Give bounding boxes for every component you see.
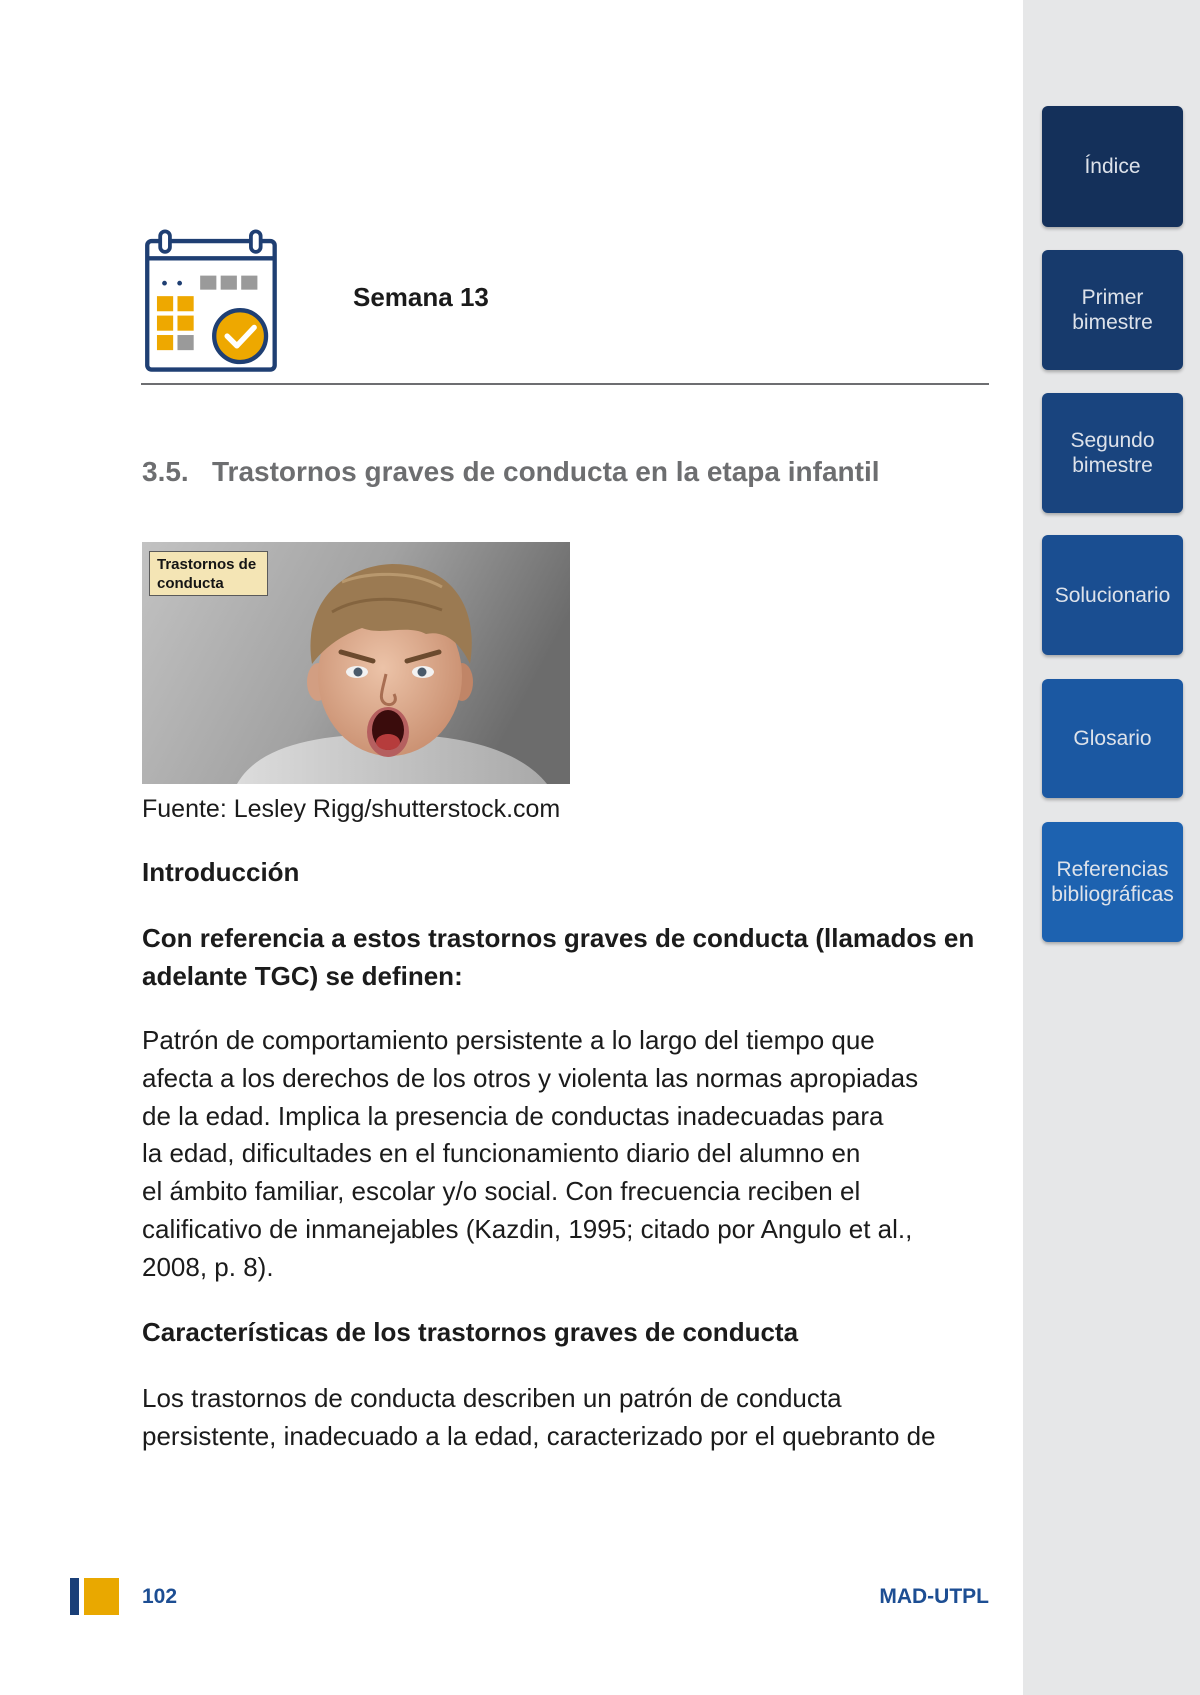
intro-heading: Introducción bbox=[142, 857, 300, 887]
definition-intro bbox=[142, 920, 1002, 996]
nav-button-label: Glosario bbox=[1073, 727, 1152, 750]
text-line: adelante TGC) se definen: bbox=[142, 960, 463, 991]
text-line: persistente, inadecuado a la edad, caracterizado por el quebranto de bbox=[142, 1420, 936, 1451]
photo-overlay-label: Trastornos de conducta bbox=[149, 551, 268, 596]
page-number: 102 bbox=[142, 1585, 178, 1608]
nav-button-label: Segundo bimestre bbox=[1070, 429, 1155, 477]
section-title: Trastornos graves de conducta en la etapa infantil bbox=[212, 456, 880, 487]
photo-caption: Fuente: Lesley Rigg/shutterstock.com bbox=[142, 795, 561, 823]
navigation-sidebar bbox=[1023, 0, 1200, 1695]
publisher-label: MAD-UTPL bbox=[879, 1585, 989, 1608]
characteristics-paragraph bbox=[142, 1380, 1002, 1456]
week-label: Semana 13 bbox=[353, 282, 489, 312]
nav-button-solucionario[interactable] bbox=[1042, 535, 1183, 655]
text-line: la edad, dificultades en el funcionamiento diario del alumno en bbox=[142, 1138, 861, 1169]
section-number: 3.5. bbox=[142, 456, 189, 487]
nav-button-segundo-bimestre[interactable] bbox=[1042, 393, 1183, 513]
text-line: el ámbito familiar, escolar y/o social. Con frecuencia reciben el bbox=[142, 1176, 861, 1207]
text-line: afecta a los derechos de los otros y violenta las normas apropiadas bbox=[142, 1062, 919, 1093]
nav-button-glosario[interactable] bbox=[1042, 679, 1183, 798]
nav-button-label: Solucionario bbox=[1054, 583, 1171, 607]
header-divider bbox=[141, 383, 989, 385]
text-line: Los trastornos de conducta describen un patrón de conducta bbox=[142, 1383, 842, 1413]
nav-button-label: Referencias bibliográficas bbox=[1051, 858, 1174, 906]
child-photo bbox=[142, 542, 570, 784]
text-line: Patrón de comportamiento persistente a lo largo del tiempo que bbox=[142, 1025, 875, 1055]
footer-blue-bar bbox=[70, 1578, 79, 1615]
section-heading bbox=[142, 452, 880, 492]
text-line: 2008, p. 8). bbox=[142, 1251, 274, 1282]
characteristics-heading: Características de los trastornos graves de conducta bbox=[142, 1317, 799, 1347]
nav-button-primer-bimestre[interactable] bbox=[1042, 250, 1183, 370]
text-line: calificativo de inmanejables (Kazdin, 1995; citado por Angulo et al., bbox=[142, 1213, 913, 1244]
nav-button-label: Índice bbox=[1084, 155, 1141, 178]
footer-yellow-block bbox=[84, 1578, 119, 1615]
text-line: de la edad. Implica la presencia de conductas inadecuadas para bbox=[142, 1100, 884, 1131]
definition-paragraph bbox=[142, 1022, 1002, 1287]
calendar-check-icon bbox=[144, 229, 279, 373]
nav-button-label: Primer bimestre bbox=[1072, 286, 1153, 334]
nav-button-indice[interactable] bbox=[1042, 106, 1183, 227]
nav-button-referencias[interactable] bbox=[1042, 822, 1183, 942]
text-line: Con referencia a estos trastornos graves de conducta (llamados en bbox=[142, 923, 975, 953]
